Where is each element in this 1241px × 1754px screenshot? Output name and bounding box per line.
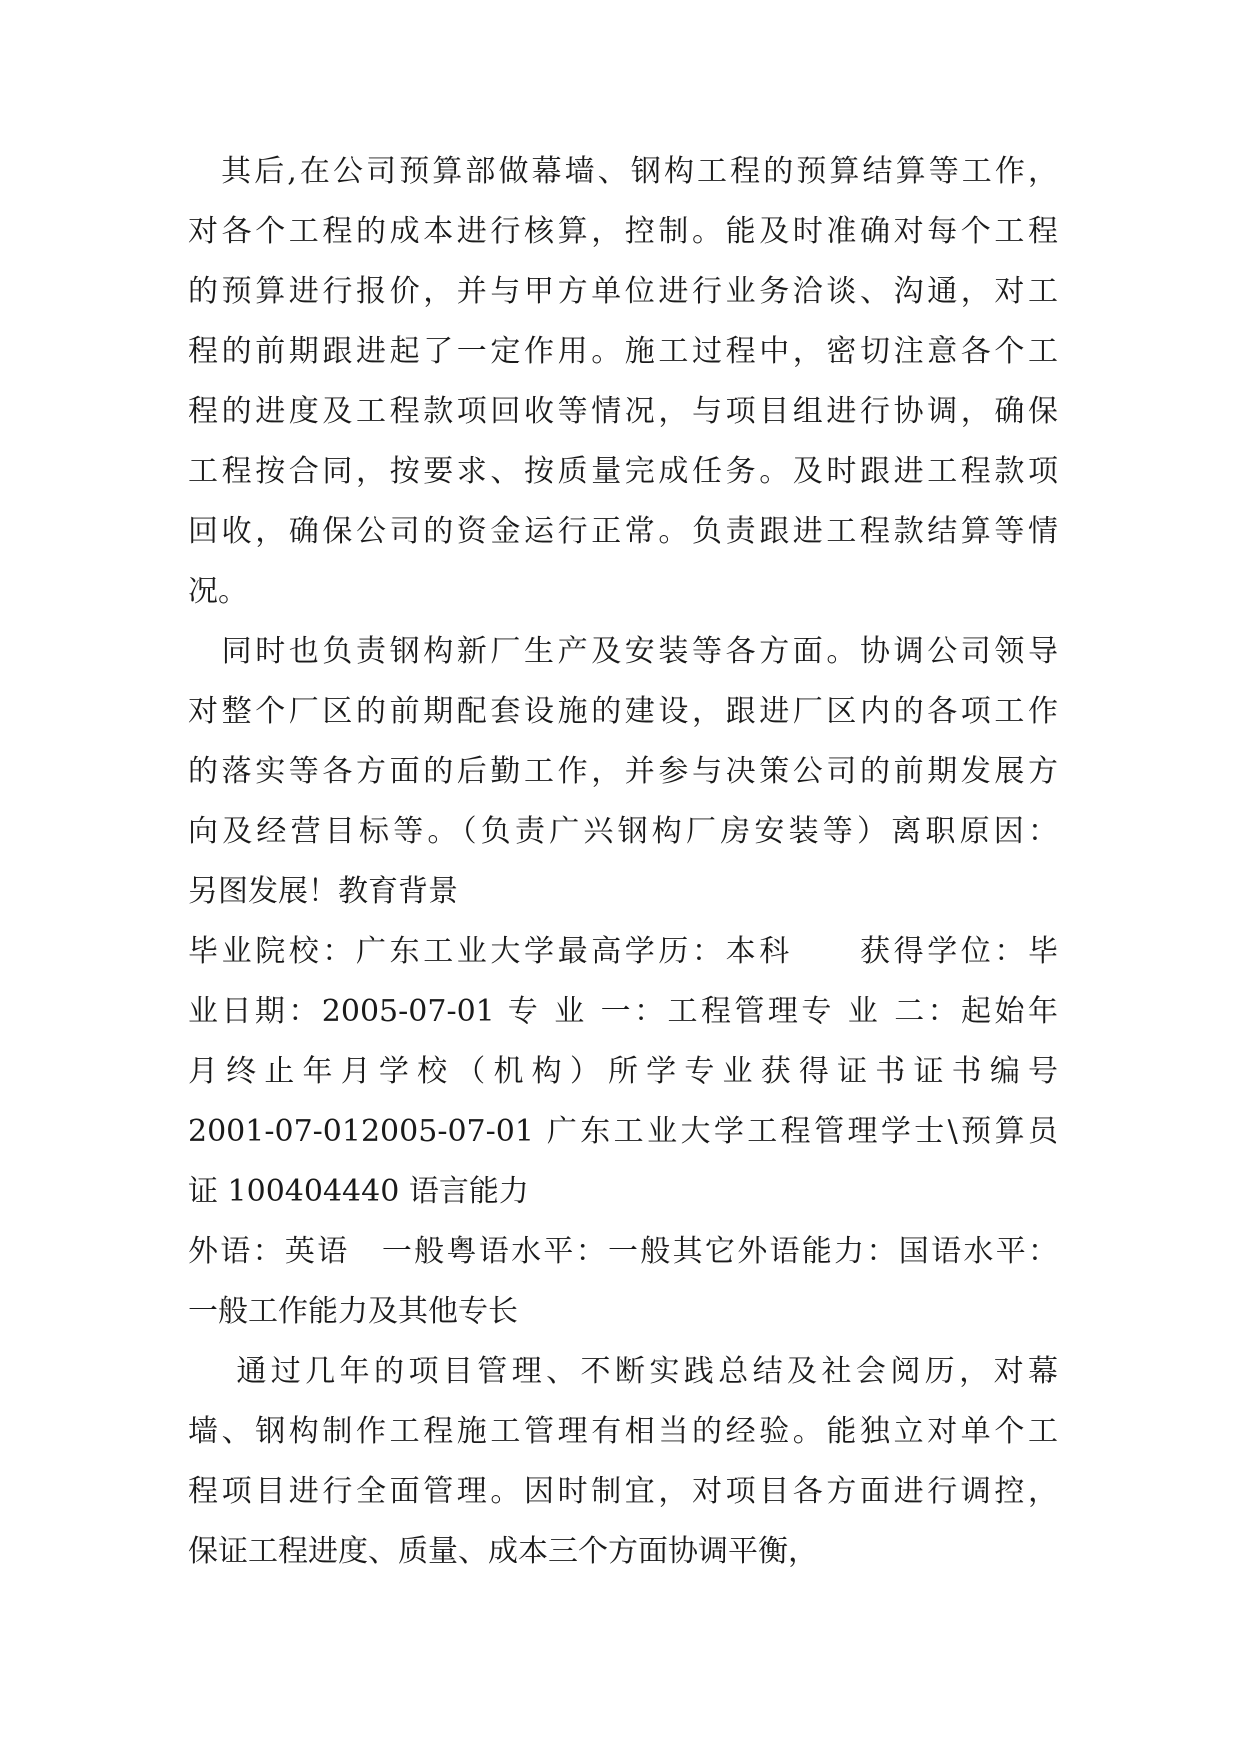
text-line: 的落实等各方面的后勤工作，并参与决策公司的前期发展方 (188, 754, 1058, 789)
text-line: 2001-07-012005-07-01 广东工业大学工程管理学士\预算员 (188, 1114, 1058, 1149)
text-line: 对各个工程的成本进行核算，控制。能及时准确对每个工程 (188, 214, 1058, 249)
text-line: 况。 (188, 574, 248, 609)
text-line: 同时也负责钢构新厂生产及安装等各方面。协调公司领导 (188, 634, 1058, 669)
text-line: 业日期：2005-07-01 专 业 一：工程管理专 业 二：起始年 (188, 994, 1058, 1029)
text-line: 向及经营目标等。（负责广兴钢构厂房安装等）离职原因： (188, 814, 1058, 849)
text-line: 另图发展！教育背景 (188, 874, 458, 909)
text-line: 回收，确保公司的资金运行正常。负责跟进工程款结算等情 (188, 514, 1058, 549)
text-line: 墙、钢构制作工程施工管理有相当的经验。能独立对单个工 (188, 1414, 1058, 1449)
text-line: 证 100404440 语言能力 (188, 1174, 529, 1209)
text-line: 对整个厂区的前期配套设施的建设，跟进厂区内的各项工作 (188, 694, 1058, 729)
text-line: 外语：英语 一般粤语水平：一般其它外语能力：国语水平： (188, 1234, 1058, 1269)
text-line: 其后,在公司预算部做幕墙、钢构工程的预算结算等工作， (188, 154, 1058, 189)
text-line: 毕业院校：广东工业大学最高学历：本科 获得学位：毕 (188, 934, 1058, 969)
text-line: 月终止年月学校（机构）所学专业获得证书证书编号 (188, 1054, 1058, 1089)
text-line: 工程按合同，按要求、按质量完成任务。及时跟进工程款项 (188, 454, 1058, 489)
text-line: 保证工程进度、质量、成本三个方面协调平衡， (188, 1534, 818, 1569)
text-line: 程的前期跟进起了一定作用。施工过程中，密切注意各个工 (188, 334, 1058, 369)
text-line: 程项目进行全面管理。因时制宜，对项目各方面进行调控， (188, 1474, 1058, 1509)
text-line: 的预算进行报价，并与甲方单位进行业务洽谈、沟通，对工 (188, 274, 1058, 309)
text-line: 通过几年的项目管理、不断实践总结及社会阅历，对幕 (188, 1354, 1058, 1389)
text-line: 程的进度及工程款项回收等情况，与项目组进行协调，确保 (188, 394, 1058, 429)
text-line: 一般工作能力及其他专长 (188, 1294, 518, 1329)
